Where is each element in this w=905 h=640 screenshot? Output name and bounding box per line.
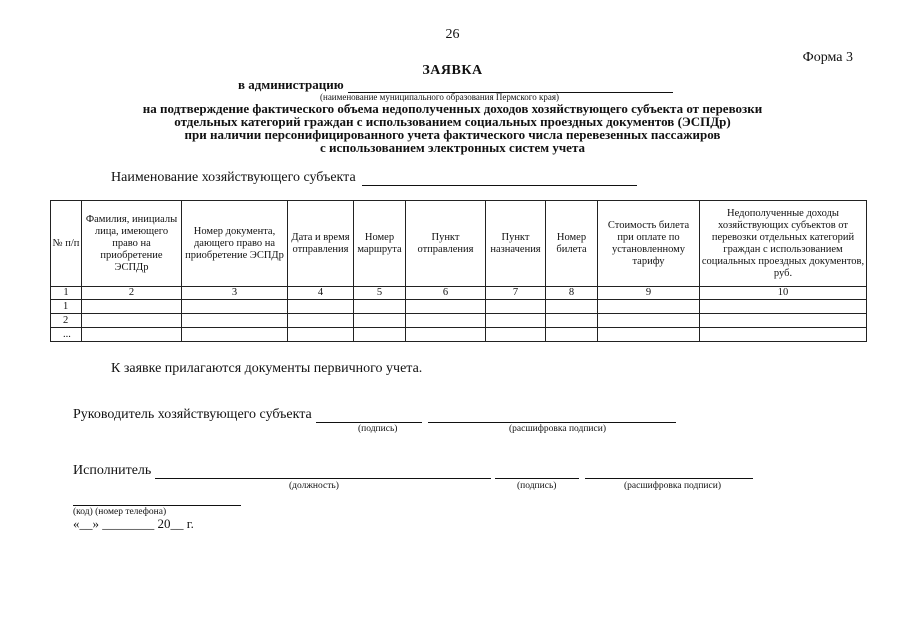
table-header-cell: Пункт назначения bbox=[486, 201, 546, 287]
table-cell bbox=[182, 314, 288, 328]
column-number-cell: 8 bbox=[546, 287, 598, 300]
column-number-cell: 3 bbox=[182, 287, 288, 300]
page-number: 26 bbox=[445, 27, 460, 42]
table-header-cell: Пункт отправления bbox=[406, 201, 486, 287]
column-number-cell: 6 bbox=[406, 287, 486, 300]
subtitle-line: с использованием электронных систем учета bbox=[320, 140, 585, 155]
signature-hint: (подпись) bbox=[358, 424, 398, 434]
row-number-cell: 2 bbox=[51, 314, 82, 328]
table-cell bbox=[182, 328, 288, 342]
row-number-cell: 1 bbox=[51, 300, 82, 314]
signature-blank-line bbox=[316, 408, 422, 423]
decoding-blank-line bbox=[428, 408, 676, 423]
table-header-cell: Стоимость билета при оплате по установленному тарифу bbox=[598, 201, 700, 287]
table-cell bbox=[288, 300, 354, 314]
column-number-cell: 5 bbox=[354, 287, 406, 300]
phone-blank-line bbox=[73, 495, 241, 506]
table-cell bbox=[486, 328, 546, 342]
row-number-cell: ... bbox=[51, 328, 82, 342]
table-row bbox=[51, 328, 867, 342]
passenger-table bbox=[50, 200, 867, 342]
executor-decoding-blank-line bbox=[585, 464, 753, 479]
column-number-cell: 7 bbox=[486, 287, 546, 300]
entity-blank-line bbox=[362, 171, 637, 186]
table-cell bbox=[288, 328, 354, 342]
table-cell bbox=[354, 300, 406, 314]
position-blank-line bbox=[155, 464, 491, 479]
subtitle-line: отдельных категорий граждан с использованием социальных проездных документов (ЭСПДр) bbox=[174, 114, 731, 129]
column-number-row bbox=[51, 287, 867, 300]
table-cell bbox=[406, 314, 486, 328]
table-header-cell: Дата и время отправления bbox=[288, 201, 354, 287]
position-hint: (должность) bbox=[289, 481, 339, 491]
table-header-cell: Недополученные доходы хозяйствующих субъектов от перевозки отдельных категорий граждан с использованием социальных проездных документов, руб. bbox=[700, 201, 867, 287]
document-subtitle bbox=[0, 102, 905, 154]
table-cell bbox=[700, 314, 867, 328]
phone-hint: (код) (номер телефона) bbox=[73, 507, 167, 517]
table-header-cell: № п/п bbox=[51, 201, 82, 287]
table-cell bbox=[546, 300, 598, 314]
executor-signature-blank-line bbox=[495, 464, 579, 479]
table-cell bbox=[486, 300, 546, 314]
table-cell bbox=[700, 328, 867, 342]
table-cell bbox=[546, 328, 598, 342]
head-signature-line bbox=[73, 407, 676, 423]
document-title: ЗАЯВКА bbox=[422, 63, 483, 78]
table-cell bbox=[700, 300, 867, 314]
executor-line bbox=[73, 463, 753, 479]
admin-line bbox=[238, 77, 673, 93]
column-number-cell: 1 bbox=[51, 287, 82, 300]
table-cell bbox=[406, 300, 486, 314]
table-header-cell: Номер маршрута bbox=[354, 201, 406, 287]
table-cell bbox=[406, 328, 486, 342]
column-number-cell: 9 bbox=[598, 287, 700, 300]
admin-hint: (наименование муниципального образования Пермского края) bbox=[320, 92, 560, 102]
table-header-cell: Номер билета bbox=[546, 201, 598, 287]
subtitle-line: на подтверждение фактического объема недополученных доходов хозяйствующего субъекта от перевозки bbox=[142, 101, 763, 116]
admin-prefix: в администрацию bbox=[238, 77, 344, 92]
table-cell bbox=[354, 328, 406, 342]
table-cell bbox=[354, 314, 406, 328]
subtitle-line: при наличии персонифицированного учета фактического числа перевезенных пассажиров bbox=[184, 127, 721, 142]
table-row bbox=[51, 314, 867, 328]
executor-signature-hint: (подпись) bbox=[517, 481, 557, 491]
table-cell bbox=[598, 300, 700, 314]
table-cell bbox=[598, 328, 700, 342]
table-cell bbox=[82, 314, 182, 328]
table-row bbox=[51, 300, 867, 314]
table-header-cell: Номер документа, дающего право на приобретение ЭСПДр bbox=[182, 201, 288, 287]
entity-label: Наименование хозяйствующего субъекта bbox=[111, 170, 356, 185]
column-number-cell: 10 bbox=[700, 287, 867, 300]
form-label: Форма 3 bbox=[802, 50, 853, 65]
table-cell bbox=[486, 314, 546, 328]
head-label: Руководитель хозяйствующего субъекта bbox=[73, 407, 312, 422]
table-header-row bbox=[51, 201, 867, 287]
table-cell bbox=[546, 314, 598, 328]
column-number-cell: 2 bbox=[82, 287, 182, 300]
attachment-note: К заявке прилагаются документы первичного учета. bbox=[111, 361, 423, 376]
table-cell bbox=[288, 314, 354, 328]
table-cell bbox=[82, 328, 182, 342]
decoding-hint: (расшифровка подписи) bbox=[509, 424, 606, 434]
executor-label: Исполнитель bbox=[73, 463, 152, 478]
table-cell bbox=[598, 314, 700, 328]
table-cell bbox=[182, 300, 288, 314]
column-number-cell: 4 bbox=[288, 287, 354, 300]
table-header-cell: Фамилия, инициалы лица, имеющего право на приобретение ЭСПДр bbox=[82, 201, 182, 287]
entity-line bbox=[111, 170, 637, 186]
date-line: «__» ________ 20__ г. bbox=[73, 516, 194, 531]
executor-decoding-hint: (расшифровка подписи) bbox=[624, 481, 721, 491]
table-cell bbox=[82, 300, 182, 314]
